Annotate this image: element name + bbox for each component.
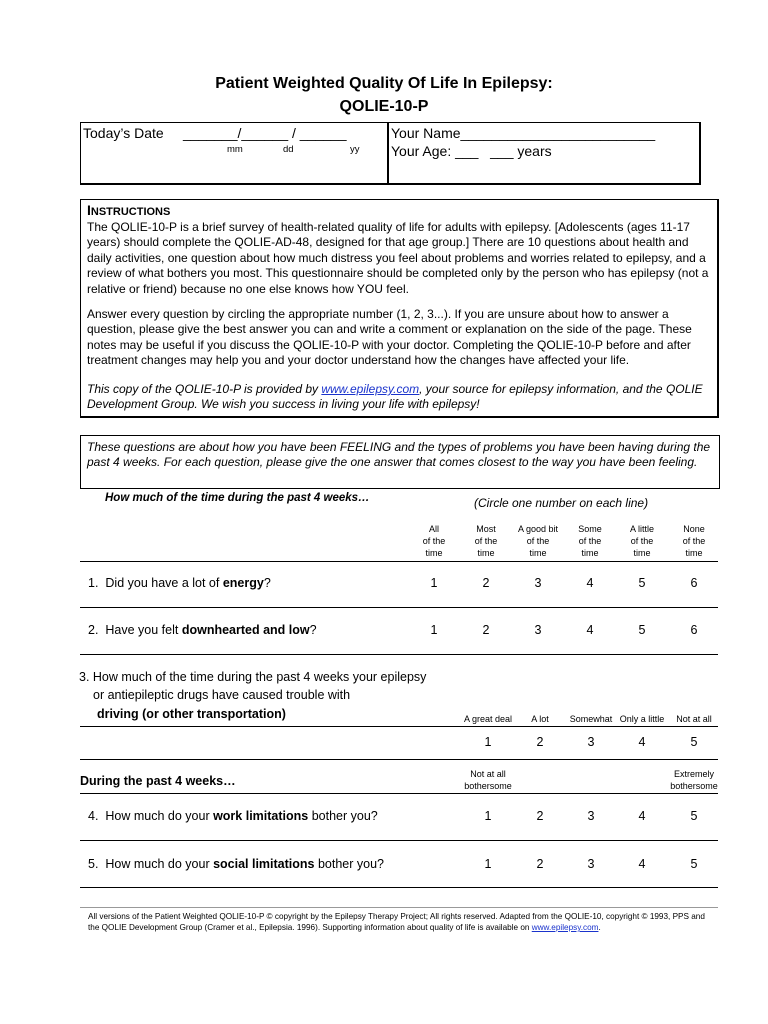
divider-line xyxy=(80,840,718,841)
col-not-at-all: Not at all xyxy=(676,714,712,724)
instructions-box xyxy=(80,199,719,418)
name-field[interactable]: Your Name_________________________ xyxy=(391,125,656,141)
info-divider xyxy=(387,123,389,183)
q4-option-5[interactable]: 5 xyxy=(690,809,698,823)
col-great-deal: A great deal xyxy=(463,714,513,724)
question-2: 2. Have you felt downhearted and low? xyxy=(88,623,317,637)
q2-option-4[interactable]: 4 xyxy=(586,623,594,637)
q4-option-2[interactable]: 2 xyxy=(536,809,544,823)
q3-option-3[interactable]: 3 xyxy=(587,735,595,749)
q2-option-3[interactable]: 3 xyxy=(534,623,542,637)
col-little-of-the-time: A little of the time xyxy=(629,524,654,558)
q5-option-4[interactable]: 4 xyxy=(638,857,646,871)
col-extremely-bothersome: Extremely bothersome xyxy=(670,769,718,791)
epilepsy-link[interactable]: www.epilepsy.com xyxy=(321,382,420,396)
question-3-line-1: 3. How much of the time during the past 4 weeks your epilepsy xyxy=(79,670,427,684)
feeling-intro-box xyxy=(80,435,720,489)
col-most-of-the-time: Most of the time xyxy=(474,524,498,558)
question-1: 1. Did you have a lot of energy? xyxy=(88,576,271,590)
q3-option-1[interactable]: 1 xyxy=(484,735,492,749)
circle-instruction: (Circle one number on each line) xyxy=(474,496,649,510)
q5-option-3[interactable]: 3 xyxy=(587,857,595,871)
col-somewhat: Somewhat xyxy=(569,714,613,724)
question-4: 4. How much do your work limitations bother you? xyxy=(88,809,378,823)
q1-option-6[interactable]: 6 xyxy=(690,576,698,590)
q1-option-1[interactable]: 1 xyxy=(430,576,438,590)
divider-line xyxy=(80,759,718,760)
q1-option-3[interactable]: 3 xyxy=(534,576,542,590)
q5-option-1[interactable]: 1 xyxy=(484,857,492,871)
col-not-at-all-bothersome: Not at all bothersome xyxy=(464,769,512,791)
copyright-footer: All versions of the Patient Weighted QOLIE-10-P © copyright by the Epilepsy Therapy Project; All rights reserved. Adapted from the QOLIE-10, copyright © 1993, PPS and the QOLIE Development Group (Cramer et al., Epilepsia. 1996). Supporting information about quality of life is available on www.epilepsy.com. xyxy=(88,912,705,932)
question-3-line-3: driving (or other transportation) xyxy=(97,707,286,721)
page-title: Patient Weighted Quality Of Life In Epilepsy: xyxy=(215,75,553,92)
date-yy-label: yy xyxy=(350,144,360,155)
footer-link[interactable]: www.epilepsy.com xyxy=(531,923,599,932)
q3-option-4[interactable]: 4 xyxy=(638,735,646,749)
q1-option-5[interactable]: 5 xyxy=(638,576,646,590)
q4-option-1[interactable]: 1 xyxy=(484,809,492,823)
divider-line xyxy=(80,793,718,794)
footer-divider xyxy=(80,907,718,908)
instructions-paragraph-2: Answer every question by circling the appropriate number (1, 2, 3...). If you are unsure about how to answer a question, please give the best answer you can and write a comment or explanation on the side of the page. These notes may be useful if you discuss the QOLIE-10-P with your doctor. Completing the QOLIE-10-P before and after treatment changes may help you and your doctor understand how the changes have affected your life. xyxy=(87,307,692,368)
q3-option-2[interactable]: 2 xyxy=(536,735,544,749)
date-label: Today’s Date xyxy=(83,125,164,141)
instructions-heading: INSTRUCTIONS xyxy=(87,202,171,218)
col-some-of-the-time: Some of the time xyxy=(578,524,602,558)
q5-option-5[interactable]: 5 xyxy=(690,857,698,871)
q4-option-3[interactable]: 3 xyxy=(587,809,595,823)
section3-prompt: During the past 4 weeks… xyxy=(80,774,236,788)
q2-option-2[interactable]: 2 xyxy=(482,623,490,637)
date-field[interactable]: _______/______ / ______ xyxy=(183,125,347,141)
q1-option-2[interactable]: 2 xyxy=(482,576,490,590)
q4-option-4[interactable]: 4 xyxy=(638,809,646,823)
col-only-a-little: Only a little xyxy=(619,714,665,724)
date-dd-label: dd xyxy=(283,144,294,155)
age-field[interactable]: Your Age: ___ ___ years xyxy=(391,143,552,159)
divider-line xyxy=(80,561,718,562)
col-all-of-the-time: All of the time xyxy=(422,524,446,558)
col-a-lot: A lot xyxy=(531,714,549,724)
divider-line xyxy=(80,726,718,727)
q1-option-4[interactable]: 4 xyxy=(586,576,594,590)
section1-prompt: How much of the time during the past 4 weeks… xyxy=(105,492,370,504)
page-subtitle: QOLIE-10-P xyxy=(339,98,429,115)
q5-option-2[interactable]: 2 xyxy=(536,857,544,871)
q3-option-5[interactable]: 5 xyxy=(690,735,698,749)
question-5: 5. How much do your social limitations bother you? xyxy=(88,857,384,871)
feeling-intro-text: These questions are about how you have been FEELING and the types of problems you have been having during the past 4 weeks. For each question, please give the one answer that comes closest to the way you have been feeling. xyxy=(87,440,711,469)
date-mm-label: mm xyxy=(227,144,243,155)
q2-option-6[interactable]: 6 xyxy=(690,623,698,637)
question-3-line-2: or antiepileptic drugs have caused trouble with xyxy=(93,688,351,702)
divider-line xyxy=(80,887,718,888)
q2-option-5[interactable]: 5 xyxy=(638,623,646,637)
divider-line xyxy=(80,654,718,655)
divider-line xyxy=(80,607,718,608)
col-good-bit-of-the-time: A good bit of the time xyxy=(517,524,559,558)
instructions-paragraph-3: This copy of the QOLIE-10-P is provided by www.epilepsy.com, your source for epilepsy information, and the QOLIE Development Group. We wish you success in living your life with epilepsy! xyxy=(87,382,703,412)
instructions-paragraph-1: The QOLIE-10-P is a brief survey of health-related quality of life for adults with epilepsy. [Adolescents (ages 11-17 years) should complete the QOLIE-AD-48, designed for that age group.] There are 10 questions about health and daily activities, one question about how much distress you feel about problems and worries related to epilepsy, and a review of what bothers you most. This questionnaire should be completed only by the person who has epilepsy (not a relative or friend) because no one else knows how YOU feel. xyxy=(87,220,709,296)
patient-info-box xyxy=(80,122,701,185)
col-none-of-the-time: None of the time xyxy=(682,524,706,558)
q2-option-1[interactable]: 1 xyxy=(430,623,438,637)
